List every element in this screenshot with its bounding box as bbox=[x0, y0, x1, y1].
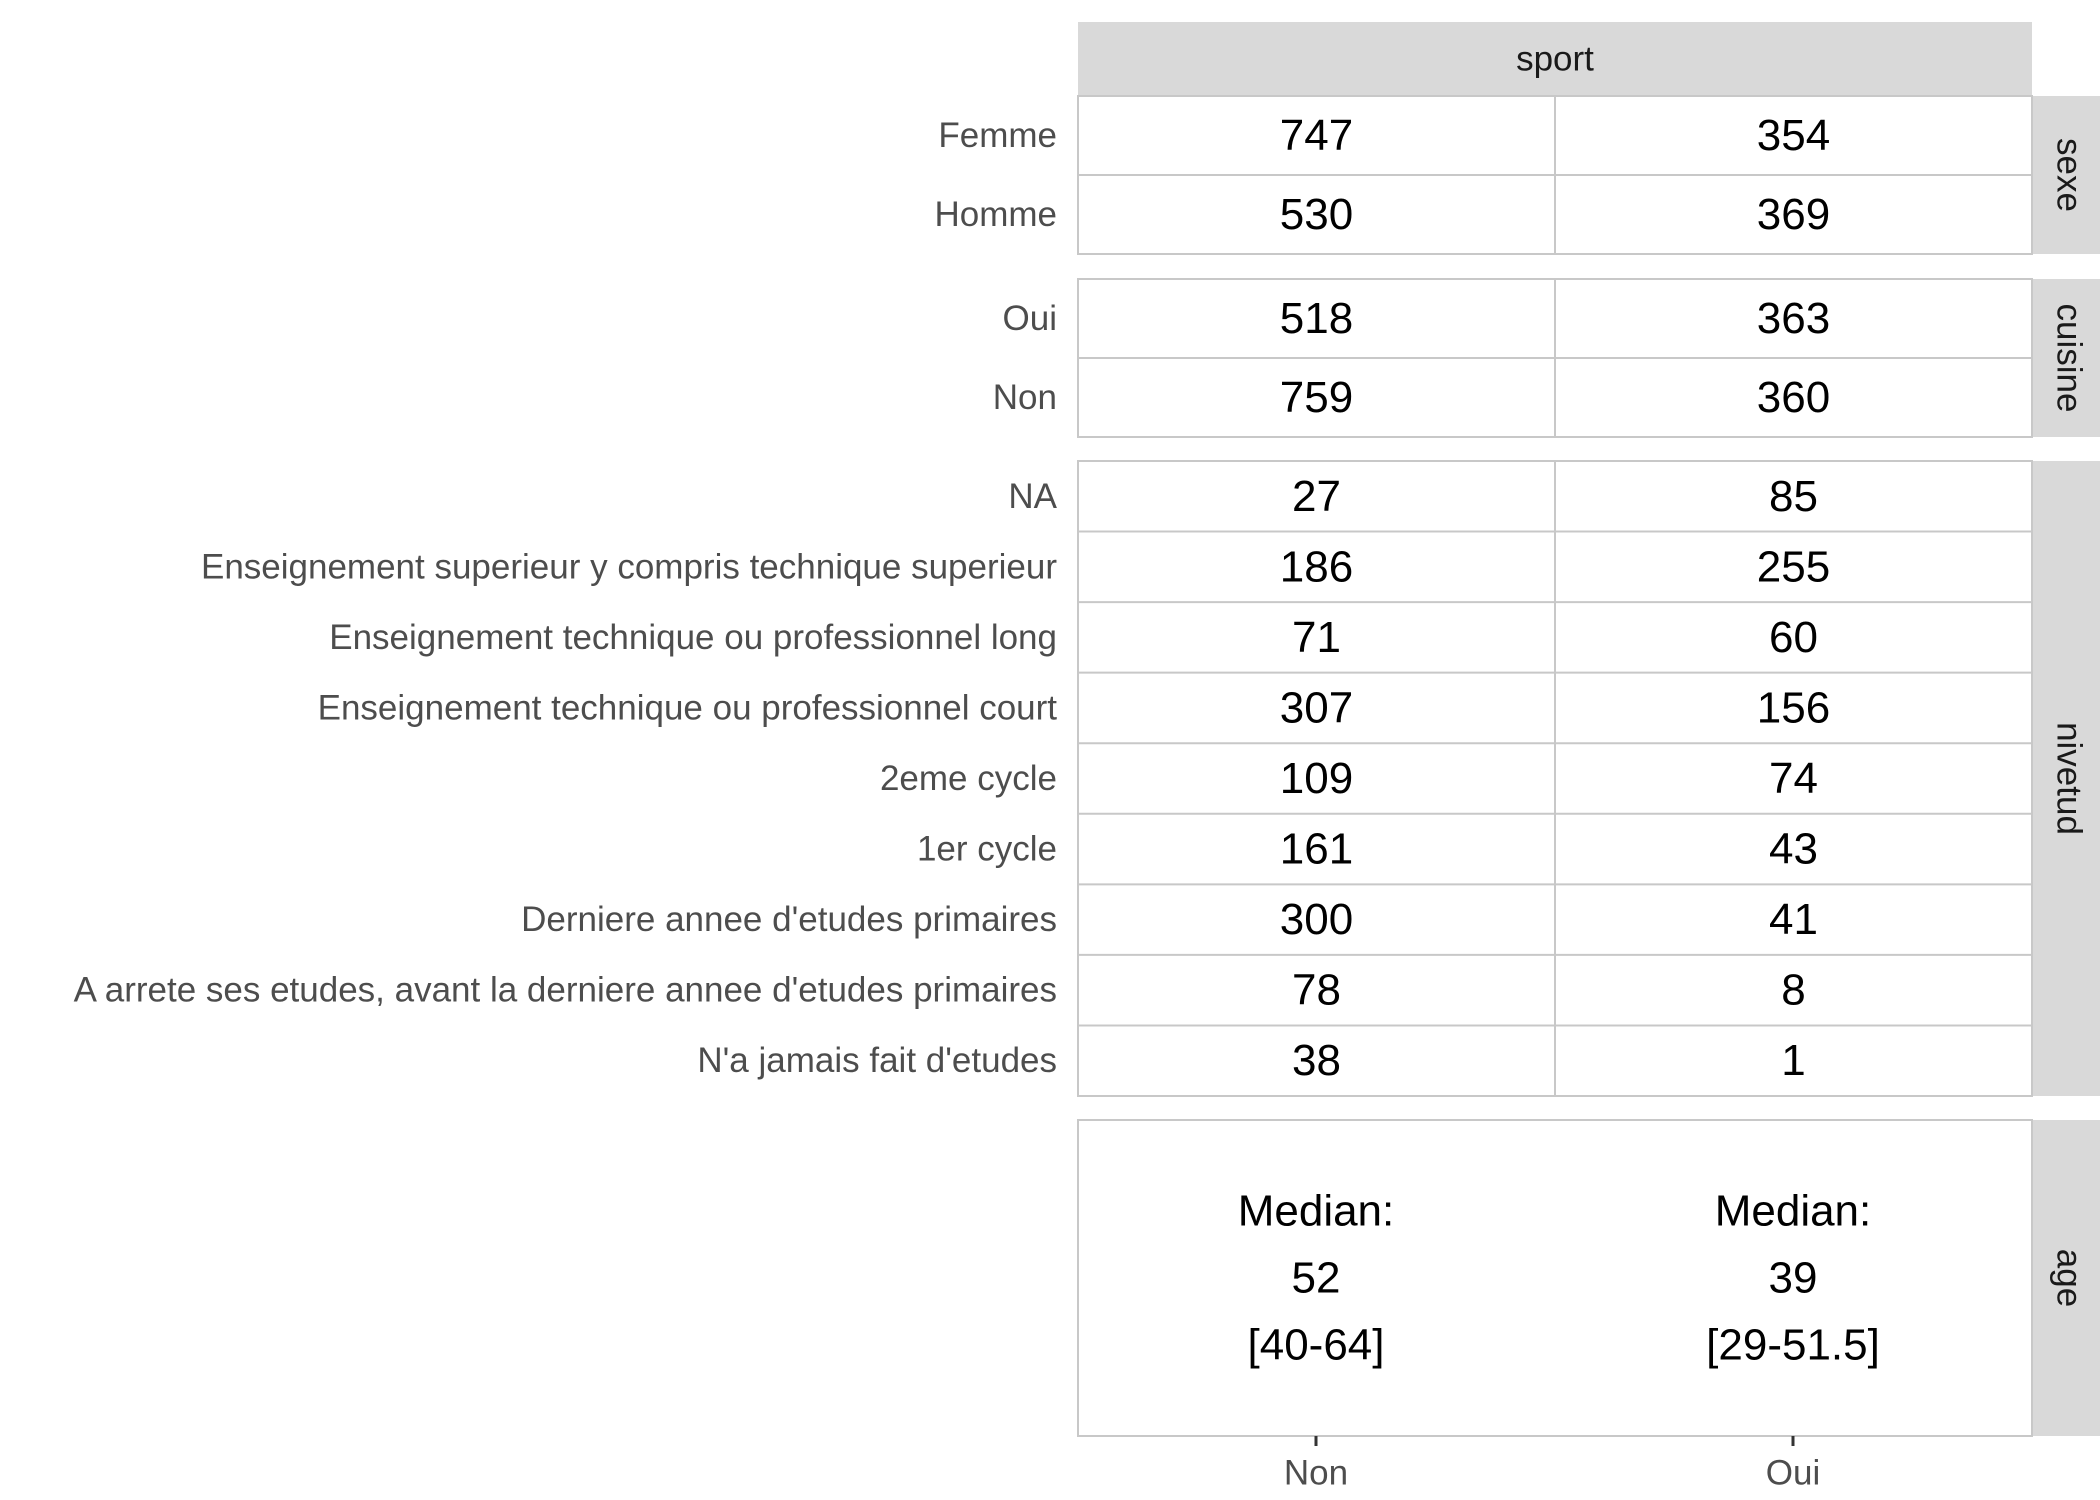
summary-text: 52 bbox=[1291, 1253, 1341, 1303]
cell-value: 27 bbox=[1292, 471, 1341, 521]
x-tick-label: Non bbox=[1283, 1453, 1349, 1493]
cell-value: 71 bbox=[1292, 612, 1341, 662]
summary-text: [29-51.5] bbox=[1706, 1320, 1880, 1370]
cell-value: 369 bbox=[1756, 190, 1831, 239]
cell-value: 759 bbox=[1279, 373, 1354, 422]
row-label: Homme bbox=[934, 195, 1057, 234]
facet-strip-label-age: age bbox=[2049, 1248, 2089, 1308]
cell-value: 161 bbox=[1279, 824, 1354, 874]
row-label: NA bbox=[1008, 476, 1057, 516]
cell-value: 186 bbox=[1279, 542, 1354, 592]
cell-value: 360 bbox=[1756, 373, 1831, 422]
cell-value: 74 bbox=[1769, 754, 1818, 803]
cell-value: 363 bbox=[1756, 294, 1831, 343]
cell-value: 43 bbox=[1769, 824, 1818, 874]
row-label: Enseignement technique ou professionnel court bbox=[317, 688, 1057, 728]
facet-strip-label-nivetud: nivetud bbox=[2049, 722, 2089, 835]
x-tick-label: Oui bbox=[1765, 1453, 1821, 1493]
facet-panel-age bbox=[1078, 1120, 2032, 1436]
facet-strip-label-sexe: sexe bbox=[2049, 138, 2089, 212]
cell-value: 530 bbox=[1279, 190, 1354, 239]
cell-value: 300 bbox=[1279, 895, 1354, 945]
row-label: Enseignement superieur y compris technique superieur bbox=[200, 547, 1057, 587]
cell-value: 307 bbox=[1279, 683, 1354, 733]
column-strip-label: sport bbox=[1516, 39, 1594, 79]
summary-text: Median: bbox=[1237, 1186, 1395, 1236]
cell-value: 354 bbox=[1756, 111, 1831, 160]
cell-value: 518 bbox=[1279, 294, 1354, 343]
row-label: A arrete ses etudes, avant la derniere annee d'etudes primaires bbox=[73, 970, 1057, 1010]
row-label: Enseignement technique ou professionnel long bbox=[329, 617, 1057, 657]
cell-value: 41 bbox=[1769, 895, 1818, 945]
cell-value: 78 bbox=[1292, 965, 1341, 1015]
facet-strip-label-cuisine: cuisine bbox=[2049, 303, 2089, 413]
cell-value: 1 bbox=[1781, 1036, 1806, 1086]
cell-value: 255 bbox=[1756, 542, 1831, 592]
cell-value: 60 bbox=[1769, 612, 1818, 662]
row-label: Derniere annee d'etudes primaires bbox=[521, 900, 1057, 940]
summary-text: [40-64] bbox=[1247, 1320, 1385, 1370]
cell-value: 8 bbox=[1781, 965, 1806, 1015]
row-label: 2eme cycle bbox=[879, 759, 1057, 798]
cell-value: 85 bbox=[1769, 471, 1818, 521]
summary-text: Median: bbox=[1714, 1186, 1872, 1236]
summary-text: 39 bbox=[1768, 1253, 1818, 1303]
row-label: Oui bbox=[1002, 299, 1057, 338]
row-label: Femme bbox=[938, 116, 1057, 155]
cell-value: 38 bbox=[1292, 1036, 1341, 1086]
row-label: Non bbox=[992, 378, 1057, 417]
cell-value: 747 bbox=[1279, 111, 1354, 160]
row-label: 1er cycle bbox=[916, 829, 1057, 869]
cell-value: 109 bbox=[1279, 754, 1354, 803]
cell-value: 156 bbox=[1756, 683, 1831, 733]
row-label: N'a jamais fait d'etudes bbox=[697, 1041, 1057, 1081]
